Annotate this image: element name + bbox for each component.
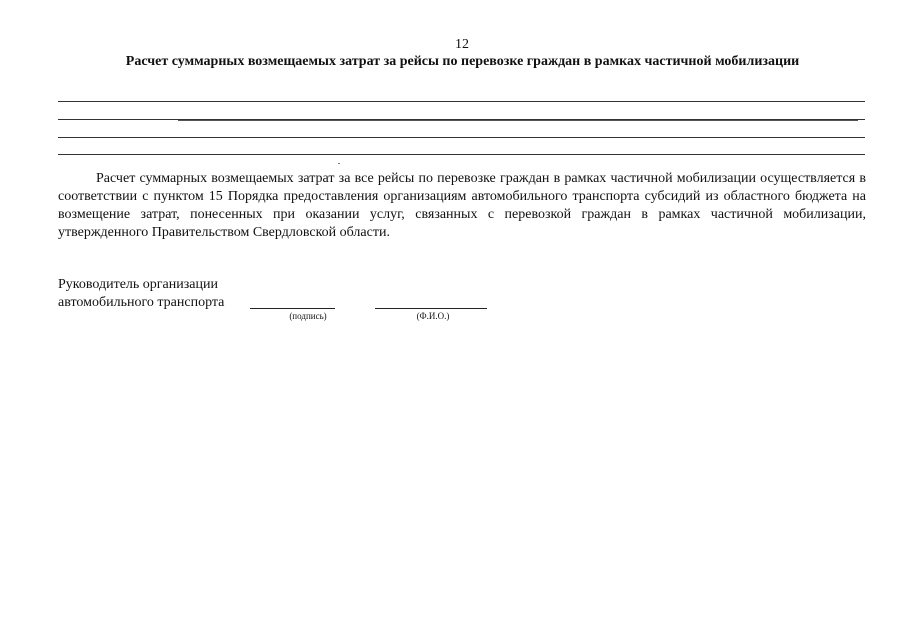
blank-line (58, 154, 865, 155)
name-caption: (Ф.И.О.) (416, 311, 450, 321)
signatory-role-line-2: автомобильного транспорта (58, 295, 225, 310)
scan-speck (338, 163, 340, 164)
signature-line (250, 308, 335, 309)
page-number: 12 (455, 37, 469, 52)
blank-line (58, 101, 865, 102)
body-paragraph: Расчет суммарных возмещаемых затрат за все рейсы по перевозке граждан в рамках частичной мобилизации осуществляется в соответствии с пунктом 15 Порядка предоставления организациям автомобильного транспорта субсидий из областного бюджета на возмещение затрат, понесенных при оказании услуг, связанных с перевозкой граждан в рамках частичной мобилизации, утвержденного Правительством Свердловской области. (58, 171, 866, 240)
signature-caption: (подпись) (289, 311, 327, 321)
signatory-block (58, 276, 224, 312)
blank-line (58, 119, 865, 120)
document-title: Расчет суммарных возмещаемых затрат за рейсы по перевозке граждан в рамках частичной мобилизации (125, 54, 800, 69)
name-line (375, 308, 487, 309)
blank-line (58, 137, 865, 138)
signatory-role-line-1: Руководитель организации (58, 277, 218, 292)
